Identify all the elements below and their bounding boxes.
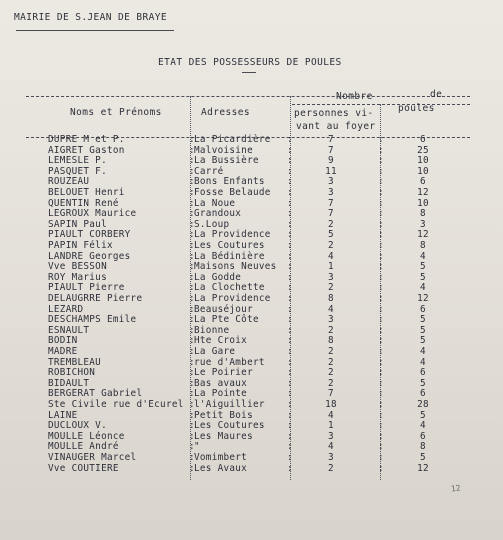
colon-separator: :	[378, 303, 384, 315]
row-persons: 2	[328, 377, 334, 389]
row-hens: 4	[420, 420, 426, 432]
row-persons: 3	[328, 187, 334, 198]
colon-separator: :	[287, 271, 293, 283]
row-persons: 4	[328, 303, 334, 315]
colon-separator: :	[287, 388, 293, 400]
row-persons: 2	[328, 367, 334, 379]
document-title: ETAT DES POSSESSEURS DE POULES	[158, 57, 342, 68]
colon-separator: :	[189, 452, 195, 463]
row-persons: 1	[328, 261, 334, 273]
row-address: Bons Enfants	[194, 176, 265, 188]
row-name: MOULLE Léonce	[48, 430, 125, 442]
colon-separator: :	[189, 187, 195, 198]
row-address: Le Poirier	[194, 367, 253, 379]
row-address: l'Aiguillier	[194, 399, 265, 410]
colon-separator: :	[378, 409, 384, 421]
row-address: La Picardière	[194, 134, 271, 145]
persons-header-rule	[292, 104, 470, 105]
colon-separator: :	[378, 452, 384, 463]
colon-separator: :	[287, 282, 293, 294]
colon-separator: :	[287, 314, 293, 326]
row-persons: 7	[328, 208, 334, 220]
row-hens: 25	[417, 144, 429, 156]
row-persons: 2	[328, 240, 334, 251]
row-address: Malvoisine	[194, 144, 253, 156]
row-persons: 7	[328, 134, 334, 145]
persons-header-line1: personnes vi-	[294, 108, 374, 119]
name-column-header: Noms et Prénoms	[70, 107, 162, 118]
colon-separator: :	[378, 335, 384, 347]
row-address: Carré	[194, 165, 224, 177]
row-address: rue d'Ambert	[194, 356, 265, 368]
table-top-rule	[26, 96, 470, 97]
row-hens: 10	[417, 197, 429, 209]
row-name: BIDAULT	[48, 377, 90, 389]
row-name: Vve COUTIERE	[48, 462, 119, 474]
row-name: DESCHAMPS Emile	[48, 314, 137, 326]
colon-separator: :	[287, 176, 293, 188]
row-address: La Godde	[194, 271, 242, 283]
row-address: Maisons Neuves	[194, 261, 277, 273]
colon-separator: :	[189, 155, 195, 167]
row-name: PIAULT CORBERY	[48, 229, 131, 241]
colon-separator: :	[189, 399, 195, 410]
colon-separator: :	[378, 144, 384, 156]
colon-separator: :	[189, 314, 195, 326]
row-address: La Providence	[194, 293, 271, 304]
colon-separator: :	[189, 356, 195, 368]
row-address: Beauséjour	[194, 303, 253, 315]
row-address: Les Maures	[194, 430, 253, 442]
mairie-header: MAIRIE DE S.JEAN DE BRAYE	[14, 12, 167, 23]
row-persons: 7	[328, 197, 334, 209]
page-mark: 12	[450, 483, 462, 494]
row-name: SAPIN Paul	[48, 218, 107, 230]
colon-separator: :	[378, 399, 384, 410]
colon-separator: :	[189, 462, 195, 474]
row-name: BODIN	[48, 335, 78, 347]
row-persons: 18	[325, 399, 337, 410]
colon-separator: :	[378, 420, 384, 432]
row-address: Petit Bois	[194, 409, 253, 421]
row-address: La Providence	[194, 229, 271, 241]
colon-separator: :	[287, 197, 293, 209]
row-hens: 28	[417, 399, 429, 410]
colon-separator: :	[287, 165, 293, 177]
colon-separator: :	[287, 229, 293, 241]
colon-separator: :	[189, 144, 195, 156]
colon-separator: :	[378, 229, 384, 241]
colon-separator: :	[287, 303, 293, 315]
row-hens: 10	[417, 155, 429, 167]
row-hens: 8	[420, 240, 426, 251]
row-address: Les Coutures	[194, 420, 265, 432]
colon-separator: :	[378, 356, 384, 368]
row-persons: 2	[328, 346, 334, 357]
colon-separator: :	[378, 176, 384, 188]
row-address: S.Loup	[194, 218, 230, 230]
row-persons: 9	[328, 155, 334, 167]
row-hens: 5	[420, 452, 426, 463]
colon-separator: :	[189, 176, 195, 188]
row-name: VINAUGER Marcel	[48, 452, 137, 463]
row-persons: 3	[328, 271, 334, 283]
colon-separator: :	[378, 441, 384, 453]
row-address: Bas avaux	[194, 377, 248, 389]
colon-separator: :	[287, 462, 293, 474]
row-persons: 2	[328, 462, 334, 474]
row-name: Vve BESSON	[48, 261, 107, 273]
row-hens: 8	[420, 208, 426, 220]
row-hens: 5	[420, 314, 426, 326]
row-hens: 4	[420, 346, 426, 357]
colon-separator: :	[378, 197, 384, 209]
colon-separator: :	[287, 218, 293, 230]
colon-separator: :	[189, 229, 195, 241]
row-persons: 5	[328, 229, 334, 241]
colon-separator: :	[189, 208, 195, 220]
hens-header-top: de	[430, 89, 443, 100]
colon-separator: :	[378, 367, 384, 379]
row-hens: 6	[420, 430, 426, 442]
row-persons: 2	[328, 218, 334, 230]
row-persons: 7	[328, 388, 334, 400]
colon-separator: :	[189, 367, 195, 379]
colon-separator: :	[287, 420, 293, 432]
row-address: La Noue	[194, 197, 236, 209]
row-persons: 4	[328, 441, 334, 453]
hens-column-header: poules	[398, 103, 435, 114]
colon-separator: :	[287, 134, 293, 145]
row-name: LAINE	[48, 409, 78, 421]
colon-separator: :	[189, 335, 195, 347]
colon-separator: :	[287, 430, 293, 442]
row-name: BERGERAT Gabriel	[48, 388, 143, 400]
row-address: Fosse Belaude	[194, 187, 271, 198]
row-persons: 11	[325, 165, 337, 177]
row-hens: 6	[420, 367, 426, 379]
row-name: PASQUET F.	[48, 165, 107, 177]
colon-separator: :	[378, 462, 384, 474]
row-address: Hte Croix	[194, 335, 248, 347]
row-address: La Gare	[194, 346, 236, 357]
row-address: "	[194, 441, 200, 453]
colon-separator: :	[378, 314, 384, 326]
row-address: La Pointe	[194, 388, 248, 400]
colon-separator: :	[189, 134, 195, 145]
colon-separator: :	[189, 409, 195, 421]
address-column-header: Adresses	[201, 107, 250, 118]
row-name: DELAUGRRE Pierre	[48, 293, 143, 304]
row-persons: 3	[328, 452, 334, 463]
colon-separator: :	[189, 250, 195, 262]
row-name: BELOUET Henri	[48, 187, 125, 198]
row-persons: 1	[328, 420, 334, 432]
persons-header-top: Nombre	[336, 91, 373, 102]
colon-separator: :	[189, 282, 195, 294]
colon-separator: :	[378, 346, 384, 357]
colon-separator: :	[189, 271, 195, 283]
row-hens: 5	[420, 377, 426, 389]
row-hens: 12	[417, 462, 429, 474]
row-hens: 6	[420, 176, 426, 188]
row-hens: 6	[420, 134, 426, 145]
colon-separator: :	[287, 240, 293, 251]
row-name: DUPRE M et P.	[48, 134, 125, 145]
colon-separator: :	[189, 430, 195, 442]
row-name: MOULLE André	[48, 441, 119, 453]
row-persons: 7	[328, 144, 334, 156]
colon-separator: :	[287, 250, 293, 262]
row-hens: 5	[420, 409, 426, 421]
colon-separator: :	[378, 430, 384, 442]
row-name: LANDRE Georges	[48, 250, 131, 262]
colon-separator: :	[189, 377, 195, 389]
colon-separator: :	[378, 271, 384, 283]
row-name: LEMESLE P.	[48, 155, 107, 167]
row-persons: 2	[328, 356, 334, 368]
row-name: TREMBLEAU	[48, 356, 102, 368]
colon-separator: :	[378, 324, 384, 336]
row-name: LEZARD	[48, 303, 84, 315]
colon-separator: :	[189, 346, 195, 357]
colon-separator: :	[189, 165, 195, 177]
row-hens: 5	[420, 271, 426, 283]
row-hens: 3	[420, 218, 426, 230]
title-underline	[242, 72, 256, 73]
row-persons: 8	[328, 293, 334, 304]
row-name: PIAULT Pierre	[48, 282, 125, 294]
colon-separator: :	[378, 134, 384, 145]
row-address: Bionne	[194, 324, 230, 336]
colon-separator: :	[287, 367, 293, 379]
row-address: Les Avaux	[194, 462, 248, 474]
row-name: MADRE	[48, 346, 78, 357]
row-hens: 12	[417, 293, 429, 304]
row-hens: 6	[420, 303, 426, 315]
colon-separator: :	[378, 187, 384, 198]
colon-separator: :	[189, 218, 195, 230]
colon-separator: :	[287, 441, 293, 453]
row-hens: 8	[420, 441, 426, 453]
colon-separator: :	[287, 409, 293, 421]
colon-separator: :	[189, 197, 195, 209]
row-address: Vomimbert	[194, 452, 248, 463]
colon-separator: :	[189, 261, 195, 273]
row-name: ROBICHON	[48, 367, 96, 379]
colon-separator: :	[189, 293, 195, 304]
row-persons: 2	[328, 282, 334, 294]
persons-header-line2: vant au foyer	[296, 121, 376, 132]
colon-separator: :	[378, 240, 384, 251]
row-name: PAPIN Félix	[48, 240, 113, 251]
row-hens: 5	[420, 261, 426, 273]
row-name: ROY Marius	[48, 271, 107, 283]
row-hens: 10	[417, 165, 429, 177]
colon-separator: :	[287, 452, 293, 463]
colon-separator: :	[378, 293, 384, 304]
row-address: La Pte Côte	[194, 314, 259, 326]
colon-separator: :	[189, 303, 195, 315]
row-address: La Bédinière	[194, 250, 265, 262]
row-hens: 5	[420, 335, 426, 347]
row-persons: 3	[328, 314, 334, 326]
colon-separator: :	[287, 399, 293, 410]
row-hens: 4	[420, 282, 426, 294]
colon-separator: :	[287, 346, 293, 357]
row-hens: 6	[420, 388, 426, 400]
row-name: ESNAULT	[48, 324, 90, 336]
colon-separator: :	[378, 261, 384, 273]
colon-separator: :	[287, 144, 293, 156]
row-name: Ste Civile rue d'Ecurel	[48, 399, 184, 410]
colon-separator: :	[378, 282, 384, 294]
row-hens: 4	[420, 356, 426, 368]
colon-separator: :	[378, 377, 384, 389]
colon-separator: :	[189, 441, 195, 453]
colon-separator: :	[287, 155, 293, 167]
row-hens: 12	[417, 229, 429, 241]
colon-separator: :	[189, 420, 195, 432]
row-address: La Clochette	[194, 282, 265, 294]
row-name: QUENTIN René	[48, 197, 119, 209]
colon-separator: :	[287, 324, 293, 336]
colon-separator: :	[378, 218, 384, 230]
colon-separator: :	[287, 261, 293, 273]
colon-separator: :	[287, 208, 293, 220]
row-hens: 4	[420, 250, 426, 262]
mairie-underline	[16, 30, 174, 31]
colon-separator: :	[378, 208, 384, 220]
row-hens: 12	[417, 187, 429, 198]
row-hens: 5	[420, 324, 426, 336]
colon-separator: :	[287, 187, 293, 198]
colon-separator: :	[287, 356, 293, 368]
colon-separator: :	[378, 250, 384, 262]
row-persons: 3	[328, 430, 334, 442]
colon-separator: :	[378, 155, 384, 167]
row-address: La Bussière	[194, 155, 259, 167]
row-name: AIGRET Gaston	[48, 144, 125, 156]
row-persons: 8	[328, 335, 334, 347]
row-persons: 4	[328, 409, 334, 421]
row-name: DUCLOUX V.	[48, 420, 107, 432]
row-address: Les Coutures	[194, 240, 265, 251]
colon-separator: :	[189, 324, 195, 336]
colon-separator: :	[287, 377, 293, 389]
colon-separator: :	[189, 388, 195, 400]
colon-separator: :	[189, 240, 195, 251]
colon-separator: :	[287, 335, 293, 347]
colon-separator: :	[378, 388, 384, 400]
row-name: LEGROUX Maurice	[48, 208, 137, 220]
row-persons: 2	[328, 324, 334, 336]
row-persons: 4	[328, 250, 334, 262]
row-persons: 3	[328, 176, 334, 188]
colon-separator: :	[287, 293, 293, 304]
row-address: Grandoux	[194, 208, 242, 220]
row-name: ROUZEAU	[48, 176, 90, 188]
colon-separator: :	[378, 165, 384, 177]
